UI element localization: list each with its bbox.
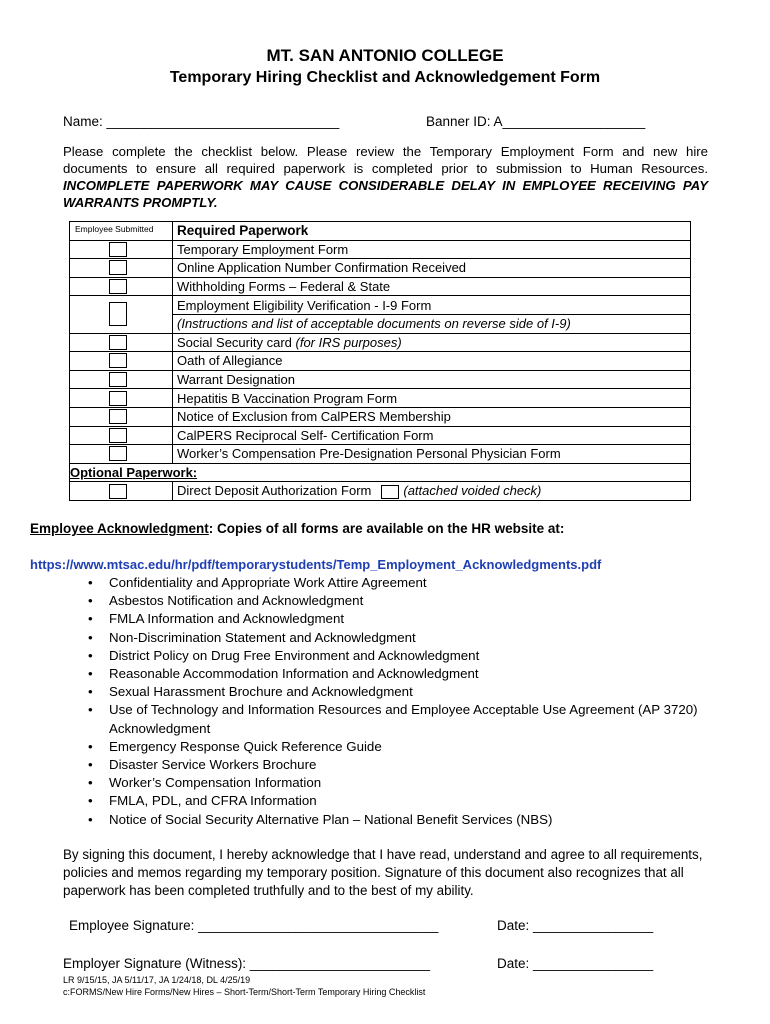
list-item: • FMLA, PDL, and CFRA Information [88,792,708,810]
checklist-item: Notice of Exclusion from CalPERS Membership [173,407,691,426]
checkbox[interactable] [109,302,127,326]
list-item: • FMLA Information and Acknowledgment [88,610,708,628]
revision-footer: LR 9/15/15, JA 5/11/17, JA 1/24/18, DL 4/25/19 [63,975,251,985]
required-paperwork-header: Required Paperwork [173,222,691,241]
file-path-footer: c:FORMS/New Hire Forms/New Hires – Short-Term/Short-Term Temporary Hiring Checklist [63,987,426,997]
acknowledgment-statement: By signing this document, I hereby acknowledge that I have read, understand and agree to all requirements, policies and memos regarding my temporary position. Signature of this document also recognizes that all paperwork has been completed truthfully and to the best of my ability. [63,847,703,898]
list-item: • Worker’s Compensation Information [88,774,708,792]
checklist-row [70,407,691,426]
checklist-table [69,221,691,501]
checkbox[interactable] [109,260,127,275]
voided-check-note: (attached voided check) [403,483,542,499]
checklist-row [70,426,691,445]
checklist-item [173,482,691,501]
direct-deposit-label: Direct Deposit Authorization Form [177,483,372,499]
checklist-row [70,277,691,296]
checklist-item: Hepatitis B Vaccination Program Form [173,389,691,408]
checklist-row [70,296,691,315]
checklist-row [70,389,691,408]
college-title: MT. SAN ANTONIO COLLEGE [266,46,504,65]
banner-id-field[interactable]: Banner ID: A___________________ [426,114,646,129]
checklist-item-note: (Instructions and list of acceptable documents on reverse side of I-9) [173,314,691,333]
employer-date-field[interactable]: Date: ________________ [497,956,654,971]
checklist-row [70,240,691,259]
checklist-row [70,370,691,389]
checklist-item: CalPERS Reciprocal Self- Certification Form [173,426,691,445]
list-item: • Reasonable Accommodation Information and Acknowledgment [88,665,708,683]
list-item: • Notice of Social Security Alternative Plan – National Benefit Services (NBS) [88,811,708,829]
list-item: • Non-Discrimination Statement and Acknowledgment [88,629,708,647]
checklist-item: Withholding Forms – Federal & State [173,277,691,296]
voided-check-checkbox[interactable] [381,485,399,499]
checklist-row [70,333,691,352]
list-item: • Confidentiality and Appropriate Work Attire Agreement [88,574,708,592]
list-item: • Emergency Response Quick Reference Guide [88,738,708,756]
checkbox[interactable] [109,242,127,257]
acknowledgment-documents-list [88,574,708,829]
employee-signature-field[interactable]: Employee Signature: ________________________________ [69,918,439,933]
checklist-item: Temporary Employment Form [173,240,691,259]
checklist-item: Worker’s Compensation Pre-Designation Personal Physician Form [173,445,691,464]
checklist-item: Online Application Number Confirmation Received [173,259,691,278]
checklist-header-row [70,222,691,241]
hr-website-link[interactable]: https://www.mtsac.edu/hr/pdf/temporarystudents/Temp_Employment_Acknowledgments.pdf [30,557,602,572]
checklist-item: Employment Eligibility Verification - I-9 Form [173,296,691,315]
instructions-text: Please complete the checklist below. Please review the Temporary Employment Form and new hire documents to ensure all required paperwork is completed prior to submission to Human Resources. [63,144,708,176]
list-item: • District Policy on Drug Free Environment and Acknowledgment [88,647,708,665]
checklist-row [70,352,691,371]
acknowledgment-heading: Employee Acknowledgment: Copies of all forms are available on the HR website at: [30,521,565,536]
checklist-row [70,482,691,501]
list-item: • Disaster Service Workers Brochure [88,756,708,774]
list-item: • Sexual Harassment Brochure and Acknowledgment [88,683,708,701]
checklist-row [70,445,691,464]
checkbox[interactable] [109,335,127,350]
checkbox[interactable] [109,279,127,294]
checklist-item: Social Security card (for IRS purposes) [173,333,691,352]
name-field[interactable]: Name: _______________________________ [63,114,340,129]
list-item: • Asbestos Notification and Acknowledgment [88,592,708,610]
delay-warning: INCOMPLETE PAPERWORK MAY CAUSE CONSIDERABLE DELAY IN EMPLOYEE RECEIVING PAY WARRANTS PROMPTLY. [63,178,708,210]
optional-header-row [70,463,691,482]
checkbox[interactable] [109,372,127,387]
instructions [63,143,708,211]
checklist-row [70,259,691,278]
checkbox[interactable] [109,391,127,406]
optional-paperwork-label: Optional Paperwork: [70,463,691,482]
checklist-item: Warrant Designation [173,370,691,389]
employee-date-field[interactable]: Date: ________________ [497,918,654,933]
checkbox[interactable] [109,428,127,443]
form-title: Temporary Hiring Checklist and Acknowledgement Form [169,69,601,86]
checkbox[interactable] [109,484,127,499]
list-item: • Use of Technology and Information Resources and Employee Acceptable Use Agreement (AP 3720) Acknowledgment [88,701,708,737]
employee-submitted-header: Employee Submitted [70,222,173,241]
checklist-item: Oath of Allegiance [173,352,691,371]
checkbox[interactable] [109,409,127,424]
checkbox[interactable] [109,446,127,461]
employer-signature-field[interactable]: Employer Signature (Witness): ________________________ [63,956,431,971]
checkbox[interactable] [109,353,127,368]
